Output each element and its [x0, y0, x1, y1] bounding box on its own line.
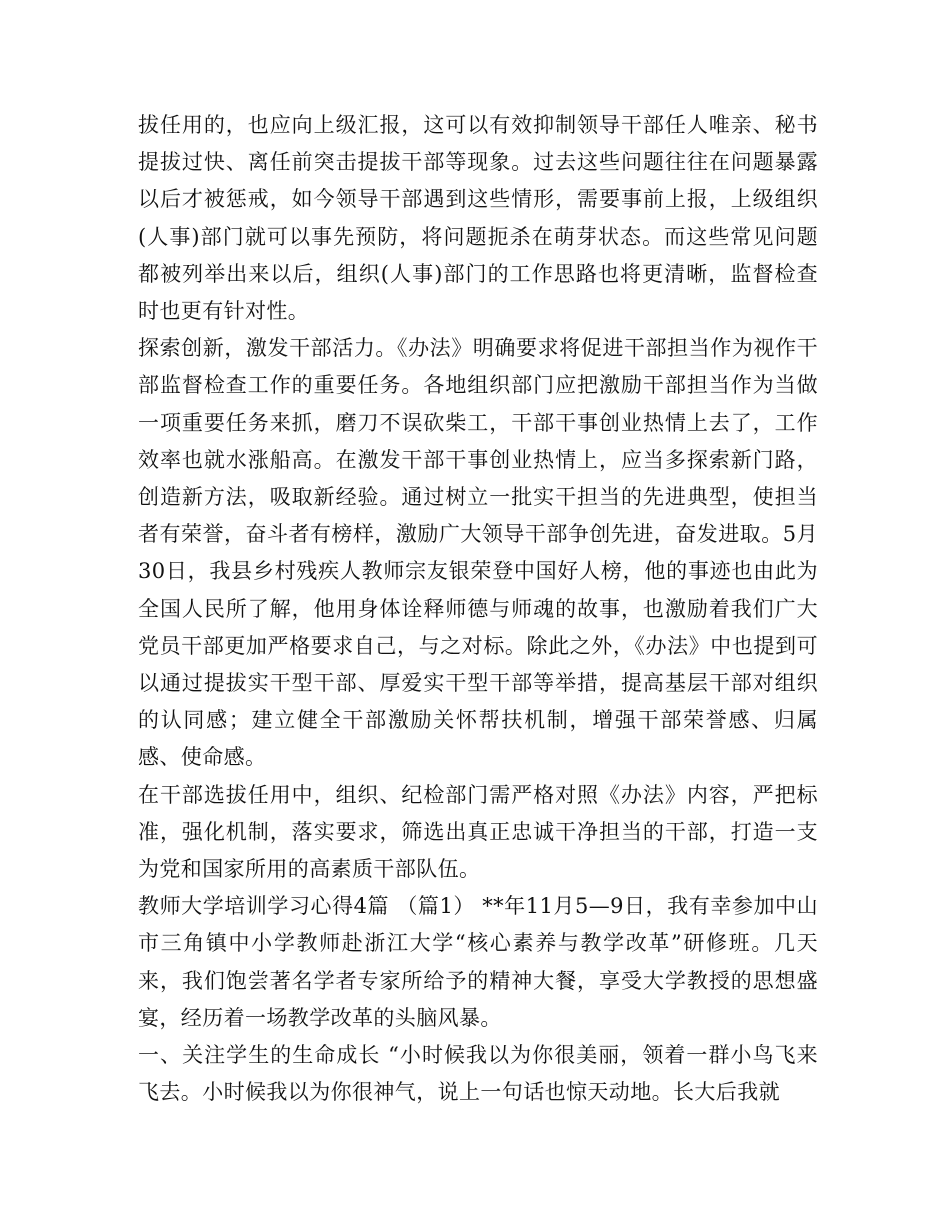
document-page: [138, 107, 818, 1111]
paragraph-1: 拔任用的，也应向上级汇报，这可以有效抑制领导干部任人唯亲、秘书提拔过快、离任前突击提拔干部等现象。过去这些问题往往在问题暴露以后才被惩戒，如今领导干部遇到这些情形，需要事前上报，上级组织(人事)部门就可以事先预防，将问题扼杀在萌芽状态。而这些常见问题都被列举出来以后，组织(人事)部门的工作思路也将更清晰，监督检查时也更有针对性。: [138, 113, 818, 324]
paragraph-4: 教师大学培训学习心得4篇 （篇1） **年11月5—9日，我有幸参加中山市三角镇中小学教师赴浙江大学“核心素养与教学改革”研修班。几天来，我们饱尝著名学者专家所给予的精神大餐，享受大学教授的思想盛宴，经历着一场教学改革的头脑风暴。: [138, 894, 818, 1030]
paragraph-3: 在干部选拔任用中，组织、纪检部门需严格对照《办法》内容，严把标准，强化机制，落实要求，筛选出真正忠诚干净担当的干部，打造一支为党和国家所用的高素质干部队伍。: [138, 782, 818, 882]
paragraph-2: 探索创新，激发干部活力。《办法》明确要求将促进干部担当作为视作干部监督检查工作的重要任务。各地组织部门应把激励干部担当作为当做一项重要任务来抓，磨刀不误砍柴工，干部干事创业热情上去了，工作效率也就水涨船高。在激发干部干事创业热情上，应当多探索新门路，创造新方法，吸取新经验。通过树立一批实干担当的先进典型，使担当者有荣誉，奋斗者有榜样，激励广大领导干部争创先进，奋发进取。5月30日，我县乡村残疾人教师宗友银荣登中国好人榜，他的事迹也由此为全国人民所了解，他用身体诠释师德与师魂的故事，也激励着我们广大党员干部更加严格要求自己，与之对标。除此之外，《办法》中也提到可以通过提拔实干型干部、厚爱实干型干部等举措，提高基层干部对组织的认同感；建立健全干部激励关怀帮扶机制，增强干部荣誉感、归属感、使命感。: [138, 336, 818, 770]
paragraph-5: 一、关注学生的生命成长 “小时候我以为你很美丽，领着一群小鸟飞来飞去。小时候我以为你很神气，说上一句话也惊天动地。长大后我就: [138, 1043, 818, 1105]
